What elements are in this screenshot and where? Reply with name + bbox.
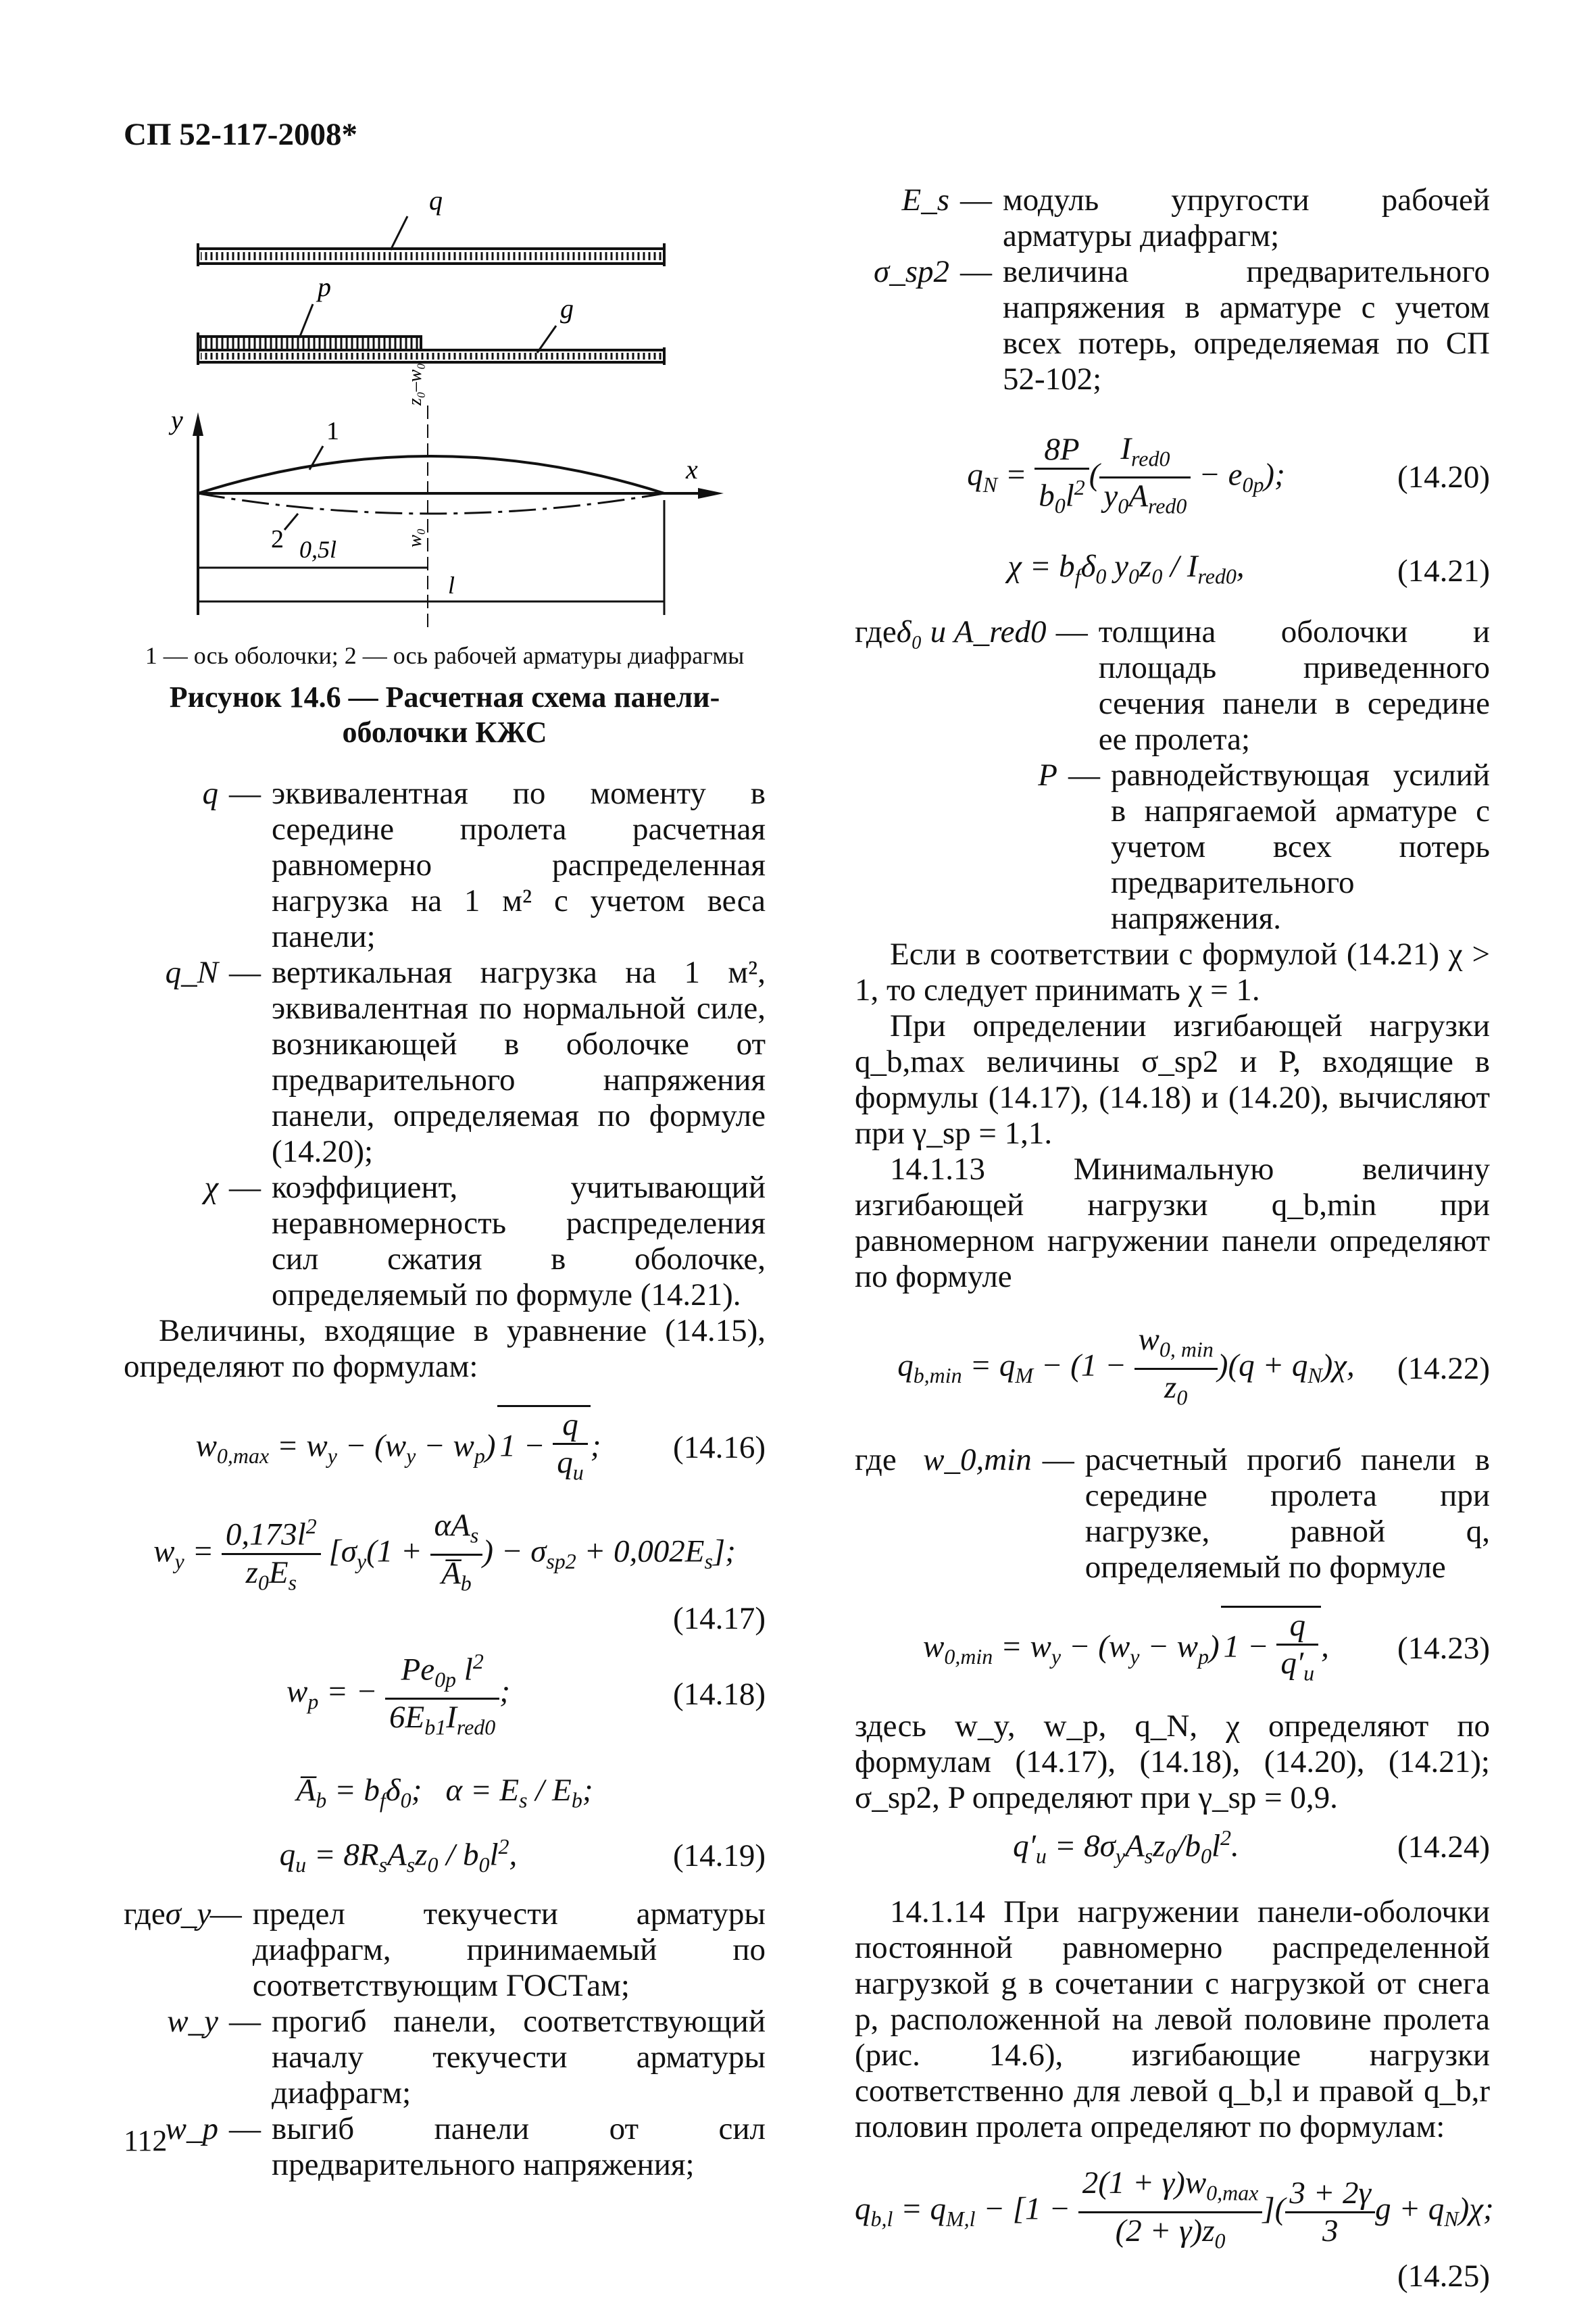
load-q: [198, 185, 664, 266]
left-column: [124, 182, 766, 2183]
formula-14-25: $q_{b,l} = q_{M,l} - [1$ − $\frac{2(1 + \gamma)w_{0,max}}{(2 + \gamma)z_0}$ ]( $\frac{3 + 2\gamma}{3}$ $g + q_N)\chi$;: [855, 2165, 1494, 2253]
label-x: x: [686, 454, 698, 485]
definitions-block-4: [855, 1442, 1490, 1585]
formula-14-16: $w_{0,max} = w_y - (w_y - w_p) 1$ − $\frac{q}{q_u}$ ; (14.16): [124, 1405, 766, 1490]
label-q: q: [429, 185, 443, 216]
label-2: 2: [271, 525, 284, 553]
page-number: 112: [124, 2124, 168, 2157]
def-wp: w_p — выгиб панели от сил предварительного напряжения;: [165, 2111, 766, 2183]
formula-14-24: $q'_u = 8\sigma_yA_sz_0/b_0l^2$. (14.24): [1013, 1826, 1490, 1869]
def-sigma-sp2: σ_sp2 — величина предварительного напряжения в арматуре с учетом всех потерь, определяемая по СП 52-102;: [874, 254, 1490, 397]
def-P: P — равнодействующая усилий в напрягаемой арматуре с учетом всех потерь предварительного напряжения.: [1038, 758, 1490, 937]
definitions-block-2: [124, 1896, 766, 2183]
load-p-g: [198, 272, 664, 365]
page-header: СП 52-117-2008*: [124, 117, 357, 152]
def-qN: q_N — вертикальная нагрузка на 1 м², эквивалентная по нормальной силе, возникающей в оболочке от предварительного напряжения панели, определяемая по формуле (14.20);: [165, 955, 766, 1169]
def-chi: χ — коэффициент, учитывающий неравномерность распределения сил сжатия в оболочке, определяемый по формуле (14.21).: [204, 1170, 766, 1312]
label-y: y: [171, 405, 183, 435]
paragraph-chi-limit: Если в соответствии с формулой (14.21) χ > 1, то следует принимать χ = 1.: [855, 937, 1490, 1008]
formula-14-17-number: (14.17): [672, 1601, 766, 1637]
def-q: q — эквивалентная по моменту в середине пролета расчетная равномерно распределенная нагрузка на 1 м² с учетом веса панели;: [202, 776, 766, 954]
label-half-span: 0,5l: [299, 536, 337, 563]
paragraph-14-1-14: 14.1.14 При нагружении панели-оболочки постоянной равномерно распределенной нагрузкой g в сочетании с нагрузкой от снега p, расположенной на левой половине пролета (рис. 14.6), изгибающие нагрузки соответственно для левой q_b,l и правой q_b,r половин пролета определяют по формулам:: [855, 1894, 1490, 2145]
paragraph-here: здесь w_y, w_p, q_N, χ определяют по формулам (14.17), (14.18), (14.20), (14.21); σ_sp2, P определяют при γ_sp = 0,9.: [855, 1708, 1490, 1816]
formula-14-23: $w_{0,min} = w_y - (w_y - w_p) 1$ − $\frac{q}{q'_u}$ , (14.23): [855, 1606, 1490, 1691]
figure-caption: 1 — ось оболочки; 2 — ось рабочей арматуры диафрагмы: [145, 642, 745, 669]
paragraph-14-1-13: 14.1.13 Минимальную величину изгибающей нагрузки q_b,min при равномерном нагружении панели определяют по формуле: [855, 1152, 1490, 1295]
figure-14-6: [124, 182, 766, 629]
def-wy: w_y — прогиб панели, соответствующий началу текучести арматуры диафрагм;: [167, 2004, 766, 2111]
formula-14-20: $q_N$ = $\frac{8P}{b_0l^2}$ ( $\frac{I_{red0}}{y_0A_{red0}}$ − $e_{0p}$); (14.20): [967, 431, 1490, 518]
definitions-block-0: [855, 182, 1490, 397]
label-g: g: [560, 293, 574, 324]
def-w0min: где w_0,min — расчетный прогиб панели в середине пролета при нагрузке, равной q, определяемый по формуле: [855, 1442, 1490, 1585]
label-z0-w0: z₀–w₀: [405, 362, 426, 405]
definitions-block-3: [855, 614, 1490, 937]
shell-scheme: [168, 363, 724, 629]
formula-14-22: $q_{b,min} = q_M - (1$ − $\frac{w_{0, min}}{z_0}$ )$(q + q_N)\chi$, (14.22): [897, 1322, 1490, 1409]
paragraph-qbmax: При определении изгибающей нагрузки q_b,max величины σ_sp2 и P, входящие в формулы (14.17), (14.18) и (14.20), вычисляют при γ_sp = 1,1.: [855, 1008, 1490, 1152]
definitions-block-1: [124, 776, 766, 1313]
figure-title: Рисунок 14.6 — Расчетная схема панели-оболочки КЖС: [169, 681, 720, 749]
formula-14-19b: $q_u = 8R_sA_sz_0 / b_0l^2$, (14.19): [279, 1835, 766, 1877]
label-p: p: [318, 272, 331, 302]
formula-14-19a: $A̅_b = b_f\delta_0$; $\alpha = E_s / E_b$;: [296, 1772, 593, 1812]
paragraph-values: Величины, входящие в уравнение (14.15), определяют по формулам:: [124, 1313, 766, 1384]
formula-14-25-number: (14.25): [1397, 2259, 1490, 2294]
label-w0: w₀: [405, 528, 426, 547]
formula-14-17: $w_y$ = $\frac{0,173l^2}{z_0E_s}$ [$\sigma_y(1$ + $\frac{\alpha A_s}{A̅_b}$ ) − $\sigma_{sp2} + 0,002E_s$];: [153, 1508, 736, 1596]
def-Es: E_s — модуль упругости рабочей арматуры диафрагм;: [901, 182, 1490, 253]
def-delta0-Ared0: где δ₀ и A_red0 — толщина оболочки и площадь приведенного сечения панели в середине ее пролета;: [855, 614, 1490, 758]
label-1: 1: [326, 417, 339, 445]
label-l: l: [448, 572, 455, 599]
formula-14-21: $\chi = b_f\delta_0$ $y_0z_0 / I_{red0}$, (14.21): [1007, 548, 1490, 589]
def-sigma-y: где σ_y — предел текучести арматуры диафрагм, принимаемый по соответствующим ГОСТам;: [124, 1896, 766, 2004]
formula-14-18: $w_p$ = − $\frac{Pe_{0p} l^2}{6E_{b1}I_{red0}}$ ; (14.18): [124, 1644, 766, 1745]
right-column: [855, 182, 1494, 2294]
